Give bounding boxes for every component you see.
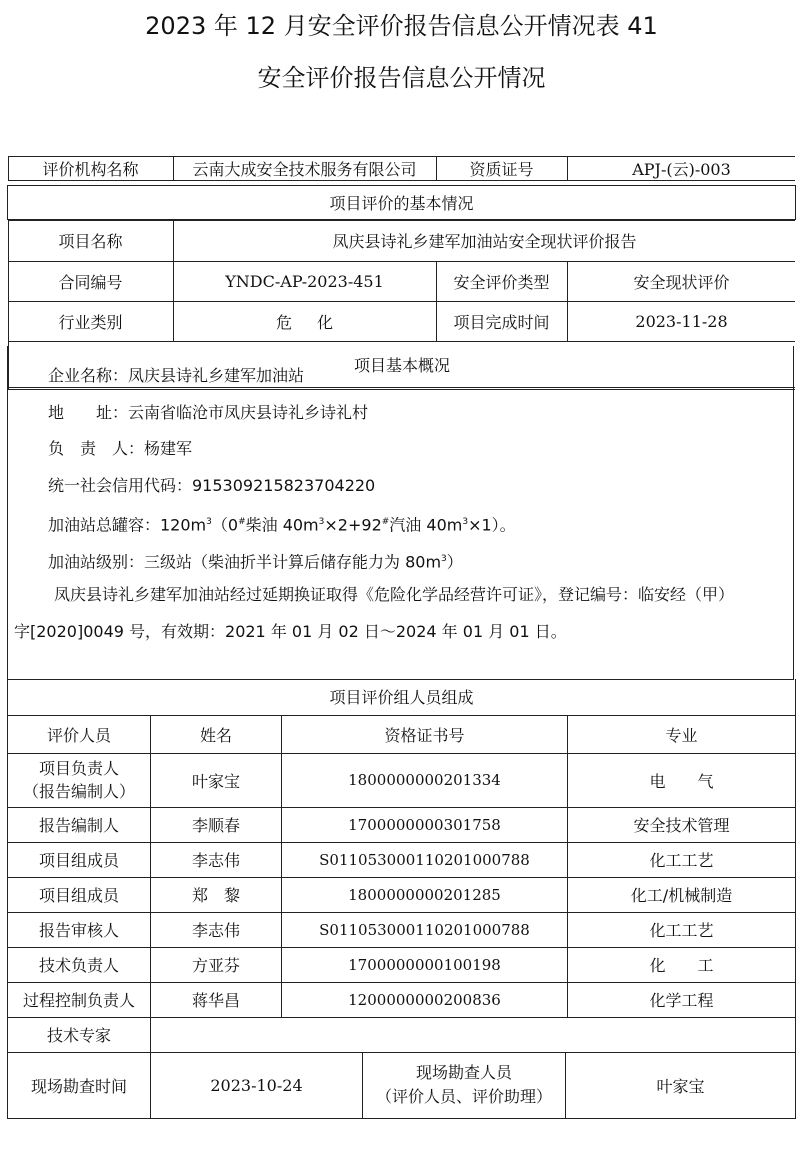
- cert-cell: 1700000000301758: [282, 807, 568, 842]
- table-row: [8, 807, 796, 842]
- col-header-cert: 资格证书号: [282, 715, 568, 753]
- overview-tank-capacity: 加油站总罐容：$120m^3(0^{\#}$柴油 $40m^3\times 2+92^{\#}$汽油 $40m^3\times 1$）。: [48, 515, 516, 535]
- project-name-value: 凤庆县诗礼乡建军加油站安全现状评价报告: [173, 220, 795, 262]
- role-cell: 项目组成员: [8, 842, 151, 877]
- table-row: [8, 912, 796, 947]
- name-cell: 蒋华昌: [151, 982, 282, 1017]
- major-cell: 化工工艺: [568, 842, 796, 877]
- basic-section-header: 项目评价的基本情况: [8, 185, 796, 219]
- major-cell: 安全技术管理: [568, 807, 796, 842]
- finish-label: 项目完成时间: [436, 302, 567, 342]
- cert-value: APJ-(云)-003: [567, 157, 795, 181]
- table-row: [8, 947, 796, 982]
- name-cell: 李顺春: [151, 807, 282, 842]
- table-row: [8, 982, 796, 1017]
- role-cell-sub: （报告编制人）: [22, 782, 135, 801]
- page-subtitle: 安全评价报告信息公开情况: [257, 64, 546, 92]
- overview-box: [7, 346, 794, 680]
- contract-value: YNDC-AP-2023-451: [173, 262, 436, 302]
- table-row: [8, 877, 796, 912]
- overview-section-header: 项目基本概况: [8, 342, 795, 388]
- col-header-major: 专业: [568, 715, 796, 753]
- org-value: 云南大成安全技术服务有限公司: [173, 157, 436, 181]
- role-cell: 技术负责人: [8, 947, 151, 982]
- role-cell: 过程控制负责人: [8, 982, 151, 1017]
- name-cell: 郑 黎: [151, 877, 282, 912]
- col-header-name: 姓名: [151, 715, 282, 753]
- table-row: [8, 842, 796, 877]
- survey-staff-label: 现场勘查人员: [415, 1063, 512, 1083]
- expert-label: 技术专家: [8, 1017, 151, 1052]
- overview-credit-code: 统一社会信用代码：915309215823704220: [48, 475, 376, 495]
- overview-station-level: 加油站级别：三级站（柴油折半计算后储存能力为 $80m^3$）: [48, 551, 463, 571]
- col-header-role: 评价人员: [8, 715, 151, 753]
- cert-cell: 1800000000201285: [282, 877, 568, 912]
- eval-type-label: 安全评价类型: [436, 262, 567, 302]
- overview-license: 凤庆县诗礼乡建军加油站经过延期换证取得《危险化学品经营许可证》，登记编号：临安经（甲）: [54, 585, 735, 604]
- table-row: [8, 753, 796, 807]
- cert-cell: 1800000000201334: [282, 753, 568, 807]
- finish-value: 2023-11-28: [567, 302, 795, 342]
- role-cell: 报告审核人: [8, 912, 151, 947]
- industry-value: 危 化: [173, 302, 436, 342]
- major-cell: 电 气: [568, 753, 796, 807]
- major-cell: 化工工艺: [568, 912, 796, 947]
- survey-time-label: 现场勘查时间: [8, 1053, 151, 1118]
- major-cell: 化 工: [568, 947, 796, 982]
- role-cell: 报告编制人: [8, 807, 151, 842]
- survey-staff-value: 叶家宝: [566, 1053, 796, 1118]
- overview-manager: 负 责 人：杨建军: [48, 439, 193, 458]
- survey-time-value: 2023-10-24: [151, 1053, 363, 1118]
- overview-address: 地 址：云南省临沧市凤庆县诗礼乡诗礼村: [48, 402, 369, 422]
- org-label: 评价机构名称: [8, 157, 173, 181]
- name-cell: 李志伟: [151, 912, 282, 947]
- cert-cell: 1700000000100198: [282, 947, 568, 982]
- name-cell: 李志伟: [151, 842, 282, 877]
- name-cell: 方亚芬: [151, 947, 282, 982]
- team-section-header: 项目评价组人员组成: [8, 679, 796, 715]
- major-cell: 化学工程: [568, 982, 796, 1017]
- survey-table: [7, 1053, 796, 1119]
- project-name-label: 项目名称: [8, 220, 173, 262]
- cert-cell: 1200000000200836: [282, 982, 568, 1017]
- eval-type-value: 安全现状评价: [567, 262, 795, 302]
- cert-cell: S011053000110201000788: [282, 912, 568, 947]
- industry-label: 行业类别: [8, 302, 173, 342]
- team-table: [7, 679, 796, 1053]
- overview-company: 企业名称：凤庆县诗礼乡建军加油站: [48, 366, 305, 385]
- contract-label: 合同编号: [8, 262, 173, 302]
- survey-staff-label-sub: （评价人员、评价助理）: [375, 1087, 552, 1107]
- overview-license-cont: 字[2020]0049 号，有效期：2021 年 01 月 02 日～2024 年 01 月 01 日。: [14, 621, 567, 641]
- role-cell: 项目组成员: [8, 877, 151, 912]
- cert-label: 资质证号: [436, 157, 567, 181]
- page-title: 2023 年 12 月安全评价报告信息公开情况表 41: [145, 12, 658, 40]
- cert-cell: S011053000110201000788: [282, 842, 568, 877]
- major-cell: 化工/机械制造: [568, 877, 796, 912]
- name-cell: 叶家宝: [151, 753, 282, 807]
- expert-value: [151, 1017, 796, 1052]
- role-cell: 项目负责人: [38, 759, 119, 778]
